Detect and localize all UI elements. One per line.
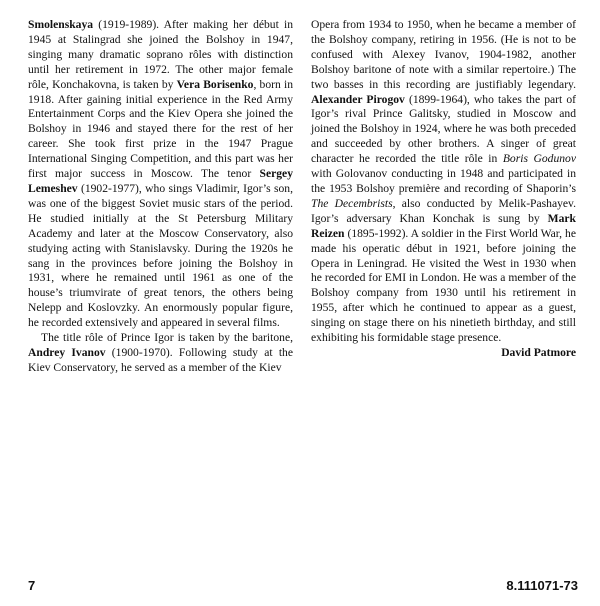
left-column [28,18,293,376]
body-text: (1919-1989). After making her début in 1945 at Stalingrad she joined the Bolshoy in 1947, singing many dramatic soprano rôles with distinction until her retirement in 1972. The other major female rôle, Konchakovna, is taken by [28,18,293,91]
body-text: , born in 1918. After gaining initial experience in the Red Army Entertainment Corps and the Kiev Opera she joined the Bolshoy in 1946 and stayed there for the rest of her career. She took first prize in the 1947 Prague International Singing Competition, and this part was her first major success in Moscow. The tenor [28,77,294,181]
paragraph-singers-intro [28,18,293,331]
body-text: , also conducted by Melik-Pashayev. Igor’s adversary Khan Konchak is sung by [311,196,576,225]
work-title: The Decembrists [311,196,393,210]
page-number: 7 [28,578,36,593]
body-text: (1902-1977), who sings Vladimir, Igor’s son, was one of the biggest Soviet music stars of the period. He studied initially at the St Petersburg Military Academy and later at the Moscow Conservatory, also studying acting with Stanislavsky. During the 1920s he sang in the provinces before joining the Bolshoy in 1931, where he remained until 1961 as one of the house’s triumvirate of great tenors, the others being Nelepp and Koslovzky. An enormously popular figure, he recorded extensively and appeared in several films. [28,181,293,330]
right-column [311,18,576,361]
body-text: (1899-1964), who takes the part of Igor’s rival Prince Galitsky, studied in Moscow and joined the Bolshoy in 1924, where he was both preceded and succeeded by other brothers. A singer of great character he recorded the title rôle in [311,92,576,166]
singer-name: Andrey Ivanov [28,345,106,359]
singer-name: Sergey Lemeshev [28,167,293,195]
body-text: with Golovanov conducting in 1948 and participated in the 1953 Bolshoy première and recording of Shaporin’s [311,167,576,195]
body-text: The title rôle of Prince Igor is taken by the baritone, [41,331,293,345]
work-title: Boris Godunov [502,152,576,166]
singer-name: Smolenskaya [28,18,94,31]
body-text: Opera from 1934 to 1950, when he became a member of the Bolshoy company, retiring in 1956. (He is not to be confused with Alexey Ivanov, 1904-1982, another Bolshoy baritone of note with a similar repertoire.) The two basses in this recording are justifiably legendary. [311,18,576,91]
body-text: (1895-1992). A soldier in the First World War, he made his operatic début in 1921, before joining the Opera in Leningrad. He visited the West in 1930 when he recorded for EMI in London. He was a member of the Bolshoy company from 1930 until his retirement in 1955, after which he continued to appear as a guest, singing on stage there on his ninetieth birthday, and still exhibiting his formidable stage presence. [311,226,576,345]
singer-name: Vera Borisenko [176,77,254,91]
singer-name: Mark Reizen [311,211,576,240]
singer-name: Alexander Pirogov [311,92,405,106]
catalog-number: 8.111071-73 [506,578,578,593]
body-text: (1900-1970). Following study at the Kiev Conservatory, he served as a member of the Kiev [28,345,293,374]
author-signature: David Patmore [501,345,576,359]
paragraph-title-role [28,331,293,376]
paragraph-basses [311,18,576,346]
